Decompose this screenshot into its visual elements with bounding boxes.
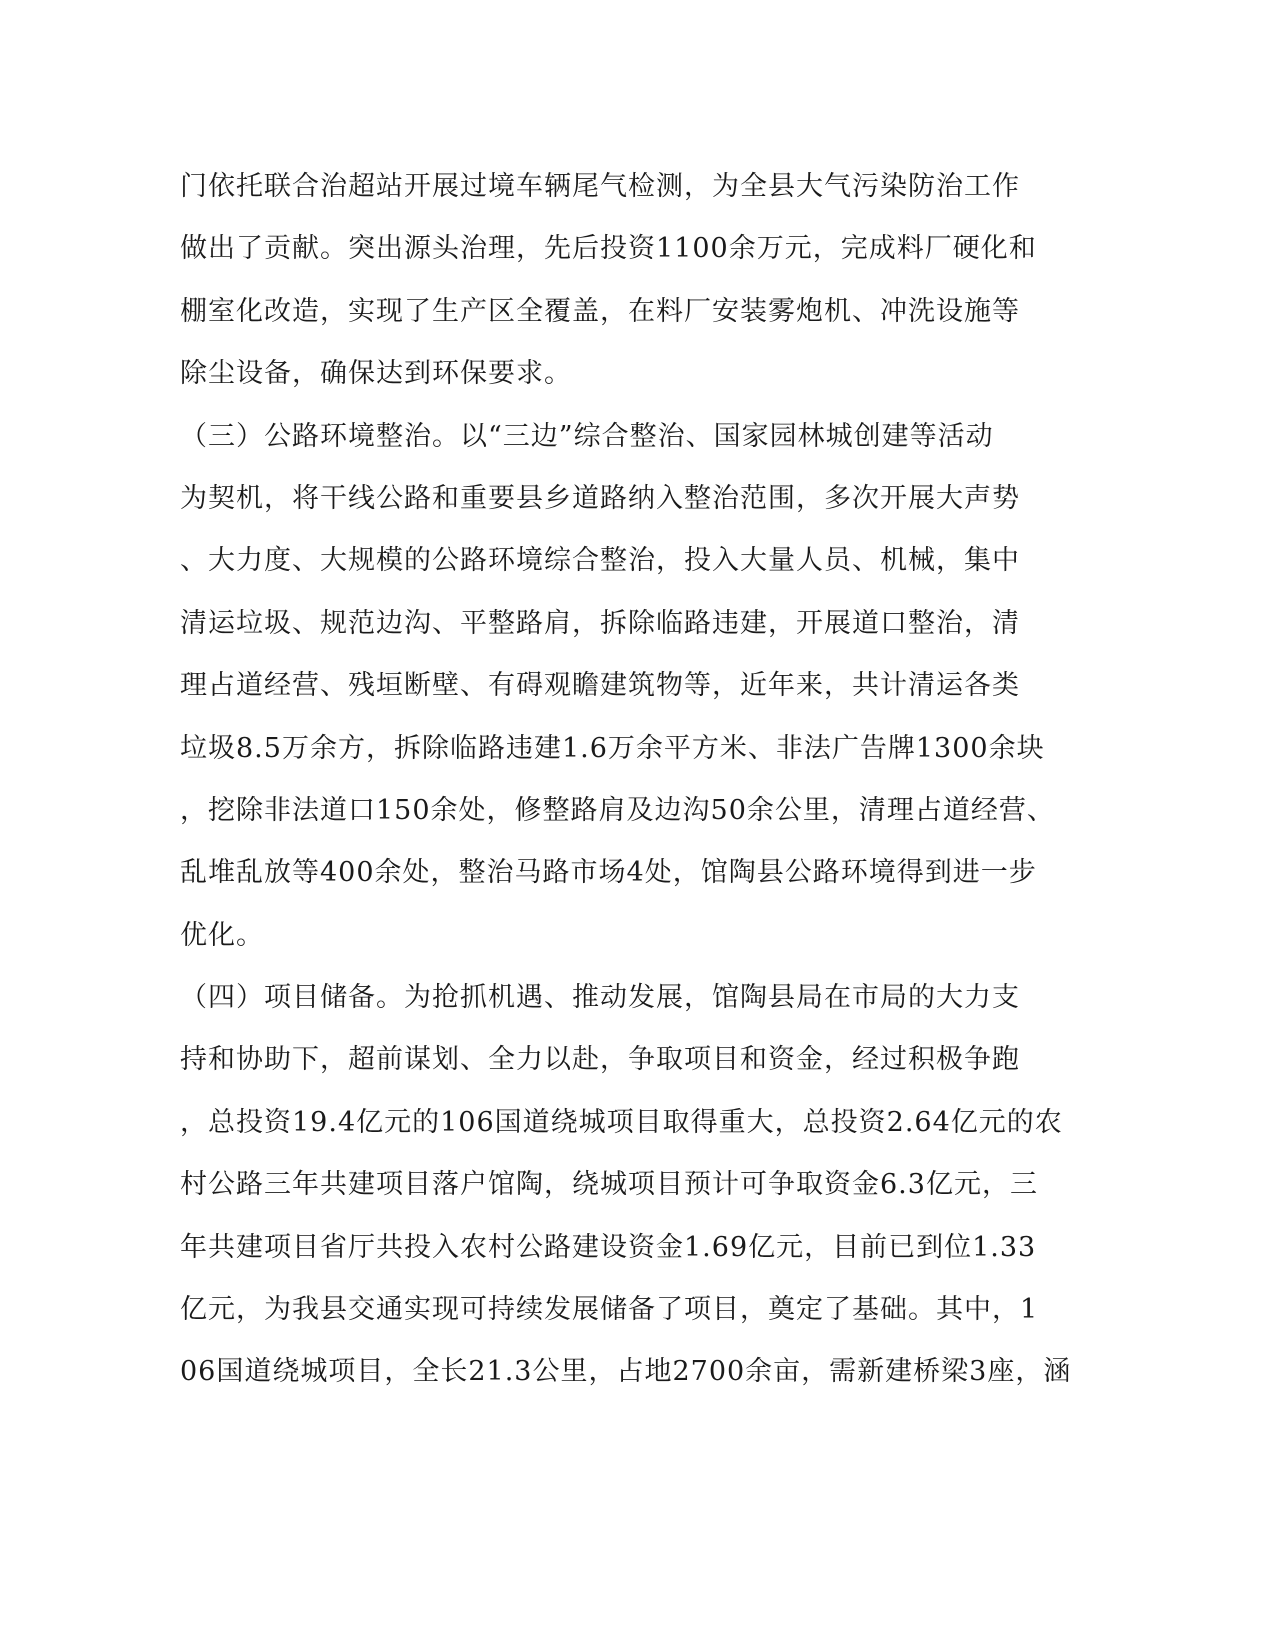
text-line: ，挖除非法道口150余处，修整路肩及边沟50余公里，清理占道经营、 <box>180 794 1055 826</box>
text-line: 做出了贡献。突出源头治理，先后投资1100余万元，完成料厂硬化和 <box>180 233 1037 265</box>
text-line: 棚室化改造，实现了生产区全覆盖，在料厂安装雾炮机、冲洗设施等 <box>180 295 1020 327</box>
text-line: ，总投资19.4亿元的106国道绕城项目取得重大，总投资2.64亿元的农 <box>180 1106 1063 1138</box>
text-line: 村公路三年共建项目落户馆陶，绕城项目预计可争取资金6.3亿元，三 <box>180 1169 1038 1201</box>
text-line: 除尘设备，确保达到环保要求。 <box>180 358 572 390</box>
text-line: 亿元，为我县交通实现可持续发展储备了项目，奠定了基础。其中，1 <box>180 1294 1039 1326</box>
text-line: 持和协助下，超前谋划、全力以赴，争取项目和资金，经过积极争跑 <box>180 1044 1020 1076</box>
text-line: 、大力度、大规模的公路环境综合整治，投入大量人员、机械，集中 <box>180 545 1020 577</box>
text-line: 清运垃圾、规范边沟、平整路肩，拆除临路违建，开展道口整治，清 <box>180 607 1020 639</box>
text-line: 年共建项目省厅共投入农村公路建设资金1.69亿元，目前已到位1.33 <box>180 1231 1037 1263</box>
text-line: 优化。 <box>180 919 264 951</box>
body-text <box>180 156 1080 1404</box>
text-line: 垃圾8.5万余方，拆除临路违建1.6万余平方米、非法广告牌1300余块 <box>180 732 1045 764</box>
text-line: 门依托联合治超站开展过境车辆尾气检测，为全县大气污染防治工作 <box>180 171 1020 202</box>
text-line: 理占道经营、残垣断壁、有碍观瞻建筑物等，近年来，共计清运各类 <box>180 670 1020 702</box>
text-line: 为契机，将干线公路和重要县乡道路纳入整治范围，多次开展大声势 <box>180 482 1020 514</box>
text-line: 乱堆乱放等400余处，整治马路市场4处，馆陶县公路环境得到进一步 <box>180 857 1037 889</box>
text-line: 06国道绕城项目，全长21.3公里，占地2700余亩，需新建桥梁3座，涵 <box>180 1356 1072 1388</box>
text-line: （四）项目储备。为抢抓机遇、推动发展，馆陶县局在市局的大力支 <box>180 982 1020 1014</box>
text-line: （三）公路环境整治。以“三边”综合整治、国家园林城创建等活动 <box>180 420 994 452</box>
